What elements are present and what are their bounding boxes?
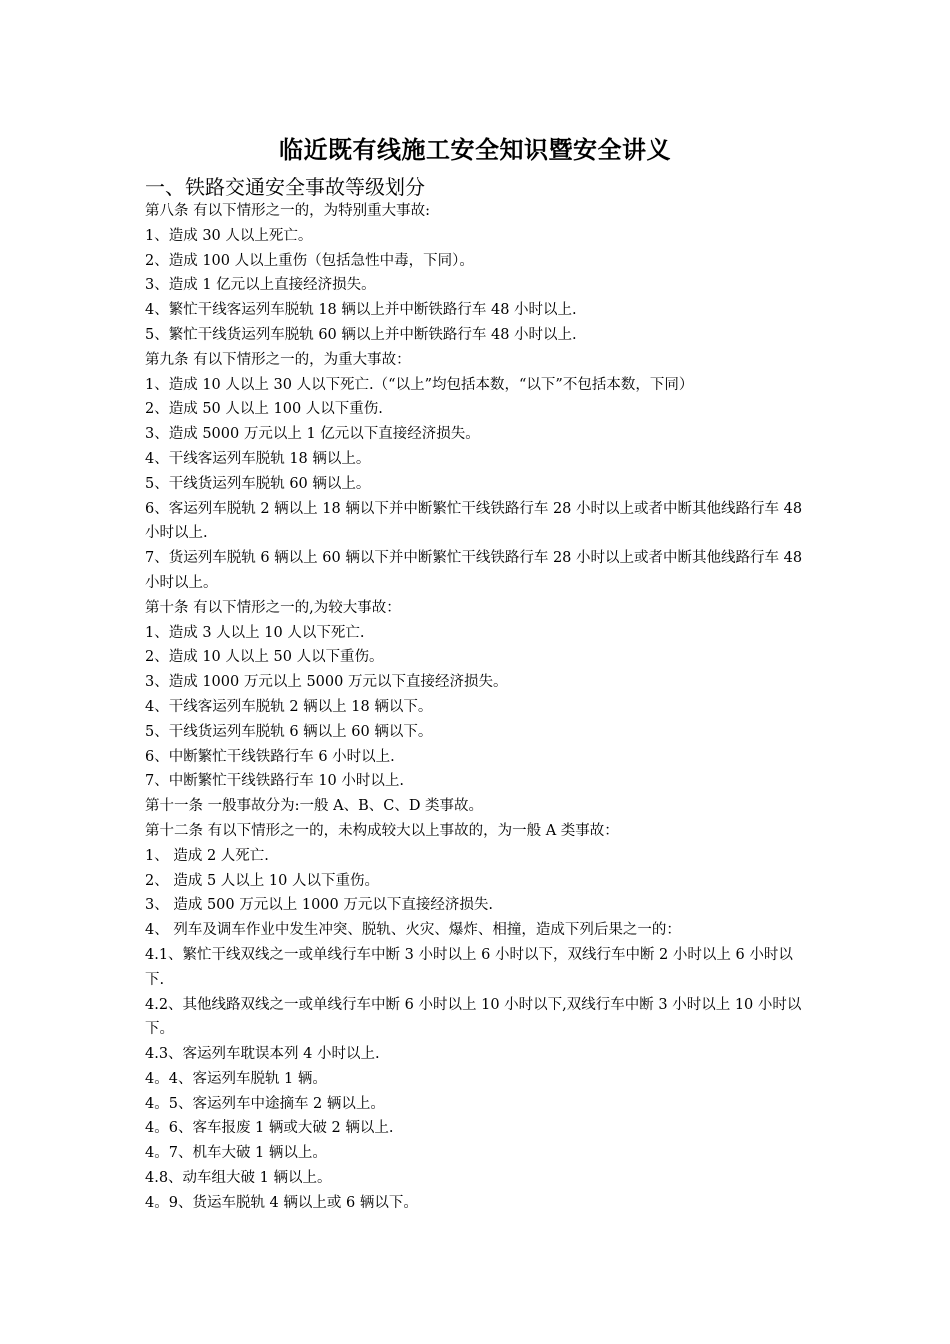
- document-line: 5、干线货运列车脱轨 6 辆以上 60 辆以下。: [145, 723, 433, 740]
- document-line: 6、客运列车脱轨 2 辆以上 18 辆以下并中断繁忙干线铁路行车 28 小时以上或者中断其他线路行车 48 小时以上.: [145, 500, 803, 542]
- document-line: 4、 列车及调车作业中发生冲突、脱轨、火灾、爆炸、相撞，造成下列后果之一的：: [145, 922, 681, 939]
- document-line: 2、造成 50 人以上 100 人以下重伤.: [145, 401, 383, 418]
- document-line: 4、干线客运列车脱轨 18 辆以上。: [145, 450, 371, 467]
- document-line: 7、中断繁忙干线铁路行车 10 小时以上.: [145, 773, 405, 790]
- document-line: 3、造成 1 亿元以上直接经济损失。: [145, 277, 376, 294]
- document-line: 1、造成 3 人以上 10 人以下死亡.: [145, 624, 365, 641]
- document-line: 第八条 有以下情形之一的，为特别重大事故:: [145, 203, 430, 219]
- document-line: 4。6、客车报废 1 辆或大破 2 辆以上.: [145, 1120, 394, 1137]
- document-line: 2、 造成 5 人以上 10 人以下重伤。: [145, 872, 379, 889]
- document-line: 3、造成 5000 万元以上 1 亿元以下直接经济损失。: [145, 426, 480, 443]
- document-line: 1、造成 10 人以上 30 人以下死亡.（“以上”均包括本数，“以下”不包括本数，下同）: [145, 376, 694, 393]
- document-line: 6、中断繁忙干线铁路行车 6 小时以上.: [145, 748, 395, 765]
- document-line: 4、干线客运列车脱轨 2 辆以上 18 辆以下。: [145, 698, 433, 715]
- document-line: 4.8、动车组大破 1 辆以上。: [145, 1170, 332, 1187]
- document-line: 7、货运列车脱轨 6 辆以上 60 辆以下并中断繁忙干线铁路行车 28 小时以上或者中断其他线路行车 48 小时以上。: [145, 550, 803, 591]
- document-line: 1、 造成 2 人死亡.: [145, 847, 269, 864]
- document-line: 4、繁忙干线客运列车脱轨 18 辆以上并中断铁路行车 48 小时以上.: [145, 302, 577, 319]
- document-line: 4。5、客运列车中途摘车 2 辆以上。: [145, 1095, 385, 1112]
- document-body: [145, 199, 810, 1216]
- document-line: 4。9、货运车脱轨 4 辆以上或 6 辆以下。: [145, 1194, 418, 1211]
- document-line: 3、造成 1000 万元以上 5000 万元以下直接经济损失。: [145, 674, 508, 691]
- document-line: 第十二条 有以下情形之一的，未构成较大以上事故的，为一般 A 类事故：: [145, 822, 619, 839]
- document-line: 4.3、客运列车耽误本列 4 小时以上.: [145, 1046, 380, 1063]
- document-line: 第十条 有以下情形之一的,为较大事故：: [145, 599, 401, 616]
- document-line: 4。7、机车大破 1 辆以上。: [145, 1145, 327, 1162]
- document-line: 5、繁忙干线货运列车脱轨 60 辆以上并中断铁路行车 48 小时以上.: [145, 326, 577, 343]
- document-line: 第九条 有以下情形之一的，为重大事故：: [145, 351, 411, 368]
- document-line: 2、造成 10 人以上 50 人以下重伤。: [145, 649, 384, 666]
- document-line: 第十一条 一般事故分为:一般 A、B、C、D 类事故。: [145, 798, 484, 815]
- document-title: 临近既有线施工安全知识暨安全讲义: [279, 135, 671, 164]
- document-line: 1、造成 30 人以上死亡。: [145, 227, 313, 244]
- document-line: 2、造成 100 人以上重伤（包括急性中毒，下同）。: [145, 252, 474, 269]
- document-line: 5、干线货运列车脱轨 60 辆以上。: [145, 475, 371, 492]
- document-line: 4.1、繁忙干线双线之一或单线行车中断 3 小时以上 6 小时以下，双线行车中断 2 小时以上 6 小时以下.: [145, 946, 793, 988]
- document-line: 4.2、其他线路双线之一或单线行车中断 6 小时以上 10 小时以下,双线行车中断 3 小时以上 10 小时以下。: [145, 996, 802, 1038]
- document-line: 4。4、客运列车脱轨 1 辆。: [145, 1070, 327, 1087]
- section-heading: 一、铁路交通安全事故等级划分: [145, 175, 425, 199]
- document-line: 3、 造成 500 万元以上 1000 万元以下直接经济损失.: [145, 897, 493, 914]
